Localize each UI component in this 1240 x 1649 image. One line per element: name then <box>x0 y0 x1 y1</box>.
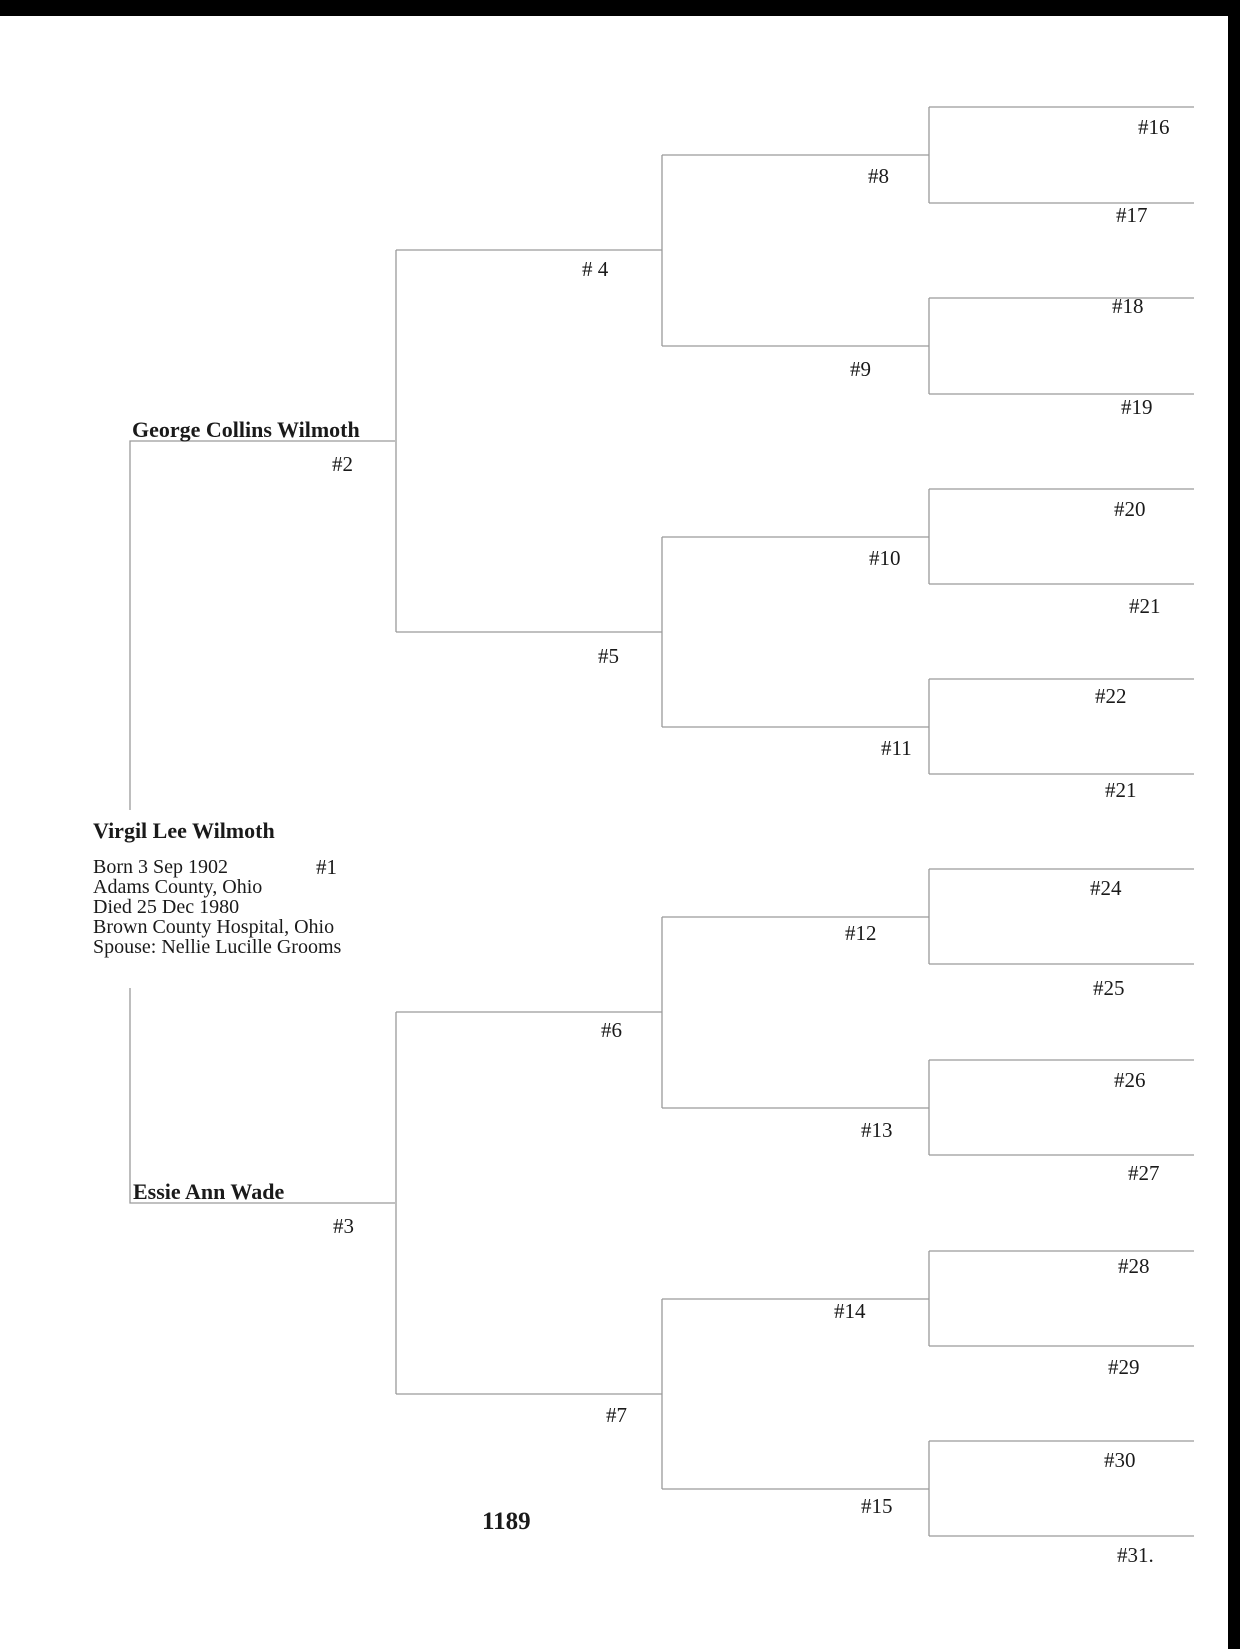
person-2-number: #2 <box>332 452 353 476</box>
ancestor-19-number: #19 <box>1121 395 1153 419</box>
ancestor-4-number: # 4 <box>582 257 609 281</box>
ancestor-16-number: #16 <box>1138 115 1170 139</box>
person-3-name: Essie Ann Wade <box>133 1179 285 1204</box>
connector-6-12-13 <box>662 917 929 1108</box>
connector-11-22-23 <box>929 679 1194 774</box>
ancestor-31-number: #31. <box>1117 1543 1154 1567</box>
ancestor-12-number: #12 <box>845 921 877 945</box>
ancestor-28-number: #28 <box>1118 1254 1150 1278</box>
ancestor-18-number: #18 <box>1112 294 1144 318</box>
connector-14-28-29 <box>929 1251 1194 1346</box>
connector-9-18-19 <box>929 294 1194 394</box>
ancestor-10-number: #10 <box>869 546 901 570</box>
ancestor-30-number: #30 <box>1104 1448 1136 1472</box>
connector-13-26-27 <box>929 1060 1194 1155</box>
connector-1-2 <box>130 441 395 810</box>
connector-7-14-15 <box>662 1299 929 1489</box>
connector-2-4-5 <box>396 250 662 632</box>
connector-1-3 <box>130 988 395 1203</box>
ancestor-6-number: #6 <box>601 1018 622 1042</box>
ancestor-11-number: #11 <box>881 736 912 760</box>
connector-15-30-31 <box>929 1441 1194 1536</box>
ancestor-22-number: #22 <box>1095 684 1127 708</box>
connector-12-24-25 <box>929 869 1194 964</box>
ancestor-9-number: #9 <box>850 357 871 381</box>
person-1-birth: Born 3 Sep 1902 <box>93 856 228 878</box>
ancestor-13-number: #13 <box>861 1118 893 1142</box>
connector-3-6-7 <box>396 1012 662 1394</box>
ancestor-15-number: #15 <box>861 1494 893 1518</box>
person-1-birth-place: Adams County, Ohio <box>93 876 263 898</box>
person-1-death: Died 25 Dec 1980 <box>93 896 240 918</box>
ancestor-14-number: #14 <box>834 1299 866 1323</box>
ancestor-23-number: #21 <box>1105 778 1137 802</box>
ancestor-8-number: #8 <box>868 164 889 188</box>
connector-10-20-21 <box>929 489 1194 584</box>
person-3-number: #3 <box>333 1214 354 1238</box>
ancestor-20-number: #20 <box>1114 497 1146 521</box>
person-1-details <box>93 857 341 957</box>
person-1-name: Virgil Lee Wilmoth <box>93 818 275 843</box>
ancestor-24-number: #24 <box>1090 876 1122 900</box>
ancestor-29-number: #29 <box>1108 1355 1140 1379</box>
person-1-death-place: Brown County Hospital, Ohio <box>93 916 335 938</box>
ancestor-27-number: #27 <box>1128 1161 1160 1185</box>
ancestor-7-number: #7 <box>606 1403 627 1427</box>
ancestor-25-number: #25 <box>1093 976 1125 1000</box>
ancestor-17-number: #17 <box>1116 203 1148 227</box>
ancestor-21-number: #21 <box>1129 594 1161 618</box>
person-2-name: George Collins Wilmoth <box>132 417 360 442</box>
ancestor-5-number: #5 <box>598 644 619 668</box>
ancestor-26-number: #26 <box>1114 1068 1146 1092</box>
page-number: 1189 <box>482 1508 531 1535</box>
person-1-number: #1 <box>316 855 337 879</box>
person-1-spouse: Spouse: Nellie Lucille Grooms <box>93 936 342 958</box>
